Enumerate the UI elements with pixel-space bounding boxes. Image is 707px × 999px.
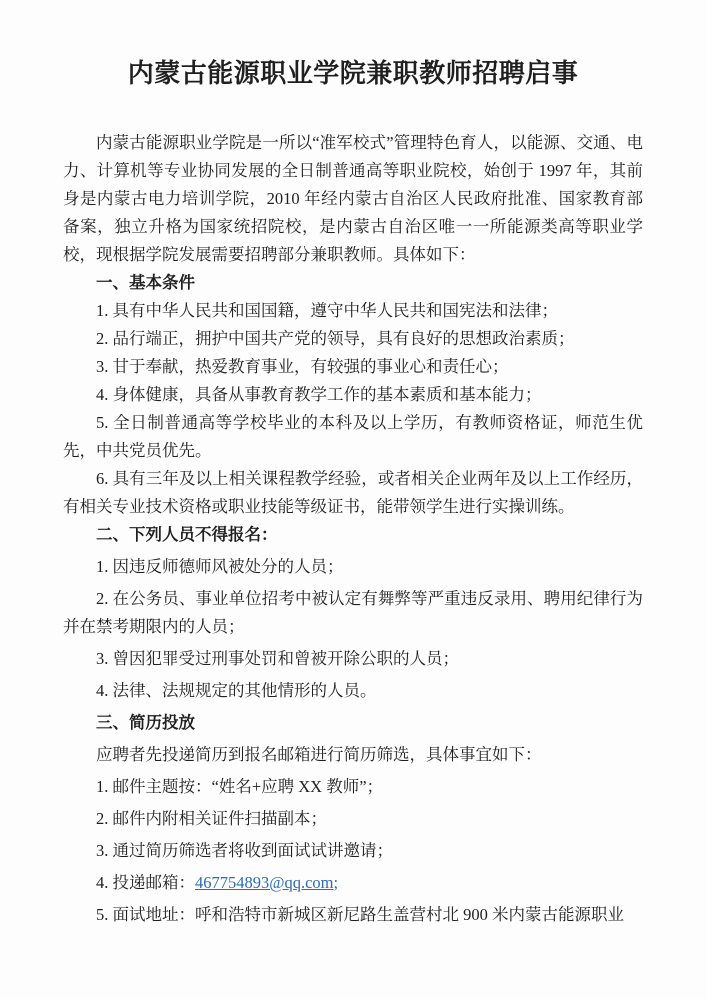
paragraph: 3. 甘于奉献，热爱教育事业，有较强的事业心和责任心；	[96, 357, 509, 376]
paragraph: 2. 在公务员、事业单位招考中被认定有舞弊等严重违反录用、聘用纪律行为并在禁考期限内的人员；	[63, 589, 643, 636]
paragraph: 1. 具有中华人民共和国国籍，遵守中华人民共和国宪法和法律；	[96, 301, 558, 320]
paragraph: 2. 邮件内附相关证件扫描副本；	[96, 809, 327, 828]
paragraph: 6. 具有三年及以上相关课程教学经验，或者相关企业两年及以上工作经历，有相关专业技术资格或职业技能等级证书，能带领学生进行实操训练。	[63, 469, 643, 516]
paragraph: 4. 身体健康，具备从事教育教学工作的基本素质和基本能力；	[96, 385, 542, 404]
paragraph: 3. 曾因犯罪受过刑事处罚和曾被开除公职的人员；	[96, 649, 459, 668]
email-line	[63, 869, 643, 897]
paragraph: 3. 通过简历筛选者将收到面试试讲邀请；	[96, 841, 393, 860]
paragraph: 4. 法律、法规规定的其他情形的人员。	[96, 681, 377, 700]
email-link[interactable]: 467754893@qq.com	[195, 873, 334, 892]
document-body	[63, 129, 643, 929]
email-line-suffix: ;	[333, 873, 339, 892]
paragraph: 5. 全日制普通高等学校毕业的本科及以上学历，有教师资格证，师范生优先，中共党员优先。	[63, 413, 643, 460]
paragraph: 1. 邮件主题按：“姓名+应聘 XX 教师”；	[96, 777, 384, 796]
paragraph: 2. 品行端正，拥护中国共产党的领导，具有良好的思想政治素质；	[96, 329, 575, 348]
section-heading: 一、基本条件	[96, 273, 195, 292]
section-heading: 三、简历投放	[96, 713, 195, 732]
paragraph: 5. 面试地址：呼和浩特市新城区新尼路生盖营村北 900 米内蒙古能源职业	[96, 905, 624, 924]
section-heading: 二、下列人员不得报名：	[96, 525, 278, 544]
document-title: 内蒙古能源职业学院兼职教师招聘启事	[127, 59, 579, 88]
paragraph: 内蒙古能源职业学院是一所以“准军校式”管理特色育人，以能源、交通、电力、计算机等专业协同发展的全日制普通高等职业院校，始创于 1997 年，其前身是内蒙古电力培训学院，2010 年经内蒙古自治区人民政府批准、国家教育部备案，独立升格为国家统招院校，是内蒙古自治区唯一一所能源类高等职业学校，现根据学院发展需要招聘部分兼职教师。具体如下：	[63, 133, 643, 264]
paragraph: 1. 因违反师德师风被处分的人员；	[96, 557, 344, 576]
email-line-prefix: 4. 投递邮箱：	[96, 873, 195, 892]
paragraph: 应聘者先投递简历到报名邮箱进行简历筛选，具体事宜如下：	[96, 745, 542, 764]
